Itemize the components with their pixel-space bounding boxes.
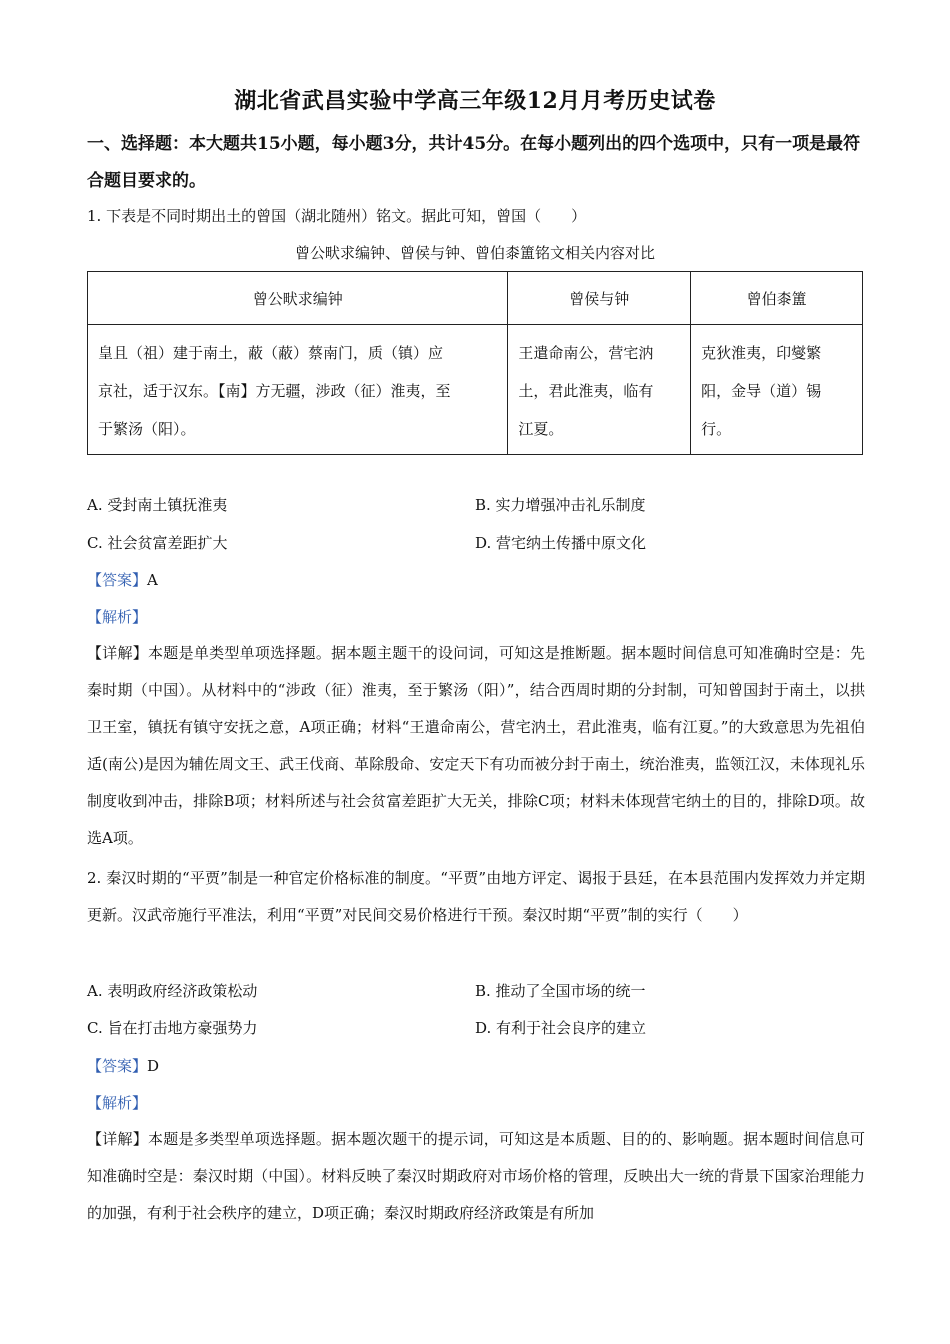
table-caption: 曾公畎求编钟、曾侯与钟、曾伯桼簠铭文相关内容对比 <box>294 244 655 262</box>
analysis-tag <box>87 606 147 627</box>
analysis-label: 【解析】 <box>87 608 148 626</box>
detail-tag: 【详解】 <box>87 644 149 662</box>
detail-text: 本题是单类型单项选择题。据本题主题干的设问词，可知这是推断题。据本题时间信息可知准确时空是：先秦时期（中国）。从材料中的“涉政（征）淮夷，至于繁汤（阳）”，结合西周时期的分封制，可知曾国封于南土，以拱卫王室，镇抚有镇守安抚之意，A项正确；材料“王遣命南公，营宅汭土，君此淮夷，临有江夏。”的大致意思为先祖伯适(南公)是因为辅佐周文王、武王伐商、革除殷命、安定天下有功而被分封于南土，统治淮夷，监领江汉，未体现礼乐制度收到冲击，排除B项；材料所述与社会贫富差距扩大无关，排除C项；材料未体现营宅纳土的目的，排除D项。故选A项。 <box>87 644 865 847</box>
cell-line: 江夏。 <box>518 420 564 438</box>
option-a: A. 受封南土镇抚淮夷 <box>87 496 228 514</box>
option-d: D. 有利于社会良序的建立 <box>475 1019 647 1037</box>
detail-text: 本题是多类型单项选择题。据本题次题干的提示词，可知这是本质题、目的的、影响题。据本题时间信息可知准确时空是：秦汉时期（中国）。材料反映了秦汉时期政府对市场价格的管理，反映出大一统的背景下国家治理能力的加强，有利于社会秩序的建立，D项正确；秦汉时期政府经济政策是有所加 <box>87 1130 865 1222</box>
answer-tag: 【答案】 <box>87 1057 148 1075</box>
table-cell <box>691 325 863 455</box>
analysis-tag <box>87 1092 147 1113</box>
table-row <box>88 325 863 455</box>
cell-line: 京社，适于汉东。【南】方无疆，涉政（征）淮夷，至 <box>98 382 451 400</box>
cell-line: 克狄淮夷，印燮繁 <box>701 344 822 362</box>
detail-tag: 【详解】 <box>87 1130 149 1148</box>
cell-line: 土，君此淮夷，临有 <box>518 382 654 400</box>
question-1-stem: 1. 下表是不同时期出土的曾国（湖北随州）铭文。据此可知，曾国（ ） <box>87 207 587 225</box>
option-b: B. 推动了全国市场的统一 <box>475 982 646 1000</box>
exam-title: 湖北省武昌实验中学高三年级12月月考历史试卷 <box>234 88 716 114</box>
option-d: D. 营宅纳土传播中原文化 <box>475 534 647 552</box>
answer-line <box>87 1055 159 1076</box>
table-header-row <box>88 272 863 325</box>
answer-line <box>87 569 158 590</box>
table-cell <box>88 325 508 455</box>
cell-line: 行。 <box>701 420 732 438</box>
table-header-cell: 曾伯桼簠 <box>691 272 863 325</box>
table-header-cell: 曾侯与钟 <box>508 272 691 325</box>
question-2-stem: 2. 秦汉时期的“平贾”制是一种官定价格标准的制度。“平贾”由地方评定、谒报于县廷，在本县范围内发挥效力并定期更新。汉武帝施行平准法，利用“平贾”对民间交易价格进行干预。秦汉时期“平贾”制的实行（ ） <box>87 869 865 924</box>
option-b: B. 实力增强冲击礼乐制度 <box>475 496 646 514</box>
question-1-detail <box>87 635 865 857</box>
table-cell <box>508 325 691 455</box>
table-header-cell: 曾公畎求编钟 <box>88 272 508 325</box>
inscription-comparison-table <box>87 271 863 455</box>
cell-line: 王遣命南公，营宅汭 <box>518 344 654 362</box>
analysis-label: 【解析】 <box>87 1094 148 1112</box>
option-a: A. 表明政府经济政策松动 <box>87 982 258 1000</box>
answer-value: A <box>147 571 158 589</box>
section-heading: 一、选择题：本大题共15小题，每小题3分，共计45分。在每小题列出的四个选项中，只有一项是最符合题目要求的。 <box>87 134 861 191</box>
option-c: C. 社会贫富差距扩大 <box>87 534 228 552</box>
answer-tag: 【答案】 <box>87 571 148 589</box>
cell-line: 阳，金导（道）锡 <box>701 382 822 400</box>
option-c: C. 旨在打击地方豪强势力 <box>87 1019 258 1037</box>
answer-value: D <box>147 1057 160 1075</box>
cell-line: 于繁汤（阳）。 <box>98 420 196 438</box>
cell-line: 皇且（祖）建于南土，蔽（蔽）蔡南门，质（镇）应 <box>98 344 444 362</box>
question-2-detail <box>87 1121 865 1232</box>
